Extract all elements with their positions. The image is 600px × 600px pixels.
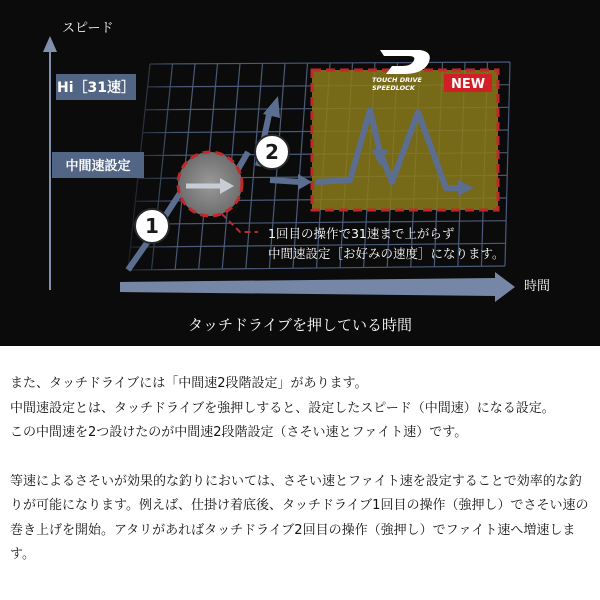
x-axis-label: 時間 bbox=[524, 279, 551, 294]
new-badge-text: NEW bbox=[450, 77, 486, 92]
path-arrowhead-up bbox=[263, 96, 280, 118]
step-badge-2 bbox=[255, 135, 289, 169]
step-badge-1 bbox=[135, 209, 169, 243]
level-label-hi bbox=[56, 74, 136, 100]
annotation-line-1: 1回目の操作で31速まで上がらず bbox=[268, 226, 455, 241]
description-line-3: この中間速を2つ設けたのが中間速2段階設定（さそい速とファイト速）です。 bbox=[10, 425, 468, 440]
grid-line-vertical bbox=[505, 62, 510, 266]
diagram-caption: タッチドライブを押している時間 bbox=[187, 316, 413, 334]
annotation-line-2: 中間速設定［お好みの速度］になります。 bbox=[268, 246, 505, 261]
level-hi-text: Hi［31速］ bbox=[57, 80, 135, 96]
description-paragraph-2: 等速によるさそいが効果的な釣りにおいては、さそい速とファイト速を設定することで効率的な釣りが可能になります。例えば、仕掛け着底後、タッチドライブ1回目の操作（強押し）でさそい速の巻き上げを開始。アタリがあればタッチドライブ2回目の操作（強押し）でファイト速へ増速します。 bbox=[10, 473, 589, 562]
mid-speed-circle bbox=[178, 152, 242, 216]
new-badge bbox=[444, 74, 492, 92]
level-mid-text: 中間速設定 bbox=[65, 159, 131, 174]
logo-text-1: TOUCH DRIVE bbox=[372, 76, 423, 84]
logo-text-2: SPEEDLOCK bbox=[372, 84, 415, 92]
description-line-2: 中間速設定とは、タッチドライブを強押しすると、設定したスピード（中間速）になる設定。 bbox=[10, 400, 555, 416]
step-2-number: 2 bbox=[265, 140, 279, 164]
y-axis-label: スピード bbox=[62, 21, 114, 36]
level-label-mid bbox=[52, 152, 144, 178]
step-1-number: 1 bbox=[145, 214, 159, 238]
description-line-1: また、タッチドライブには「中間速2段階設定」があります。 bbox=[10, 376, 368, 391]
description-text bbox=[10, 372, 592, 568]
path-segment-3 bbox=[270, 180, 300, 182]
